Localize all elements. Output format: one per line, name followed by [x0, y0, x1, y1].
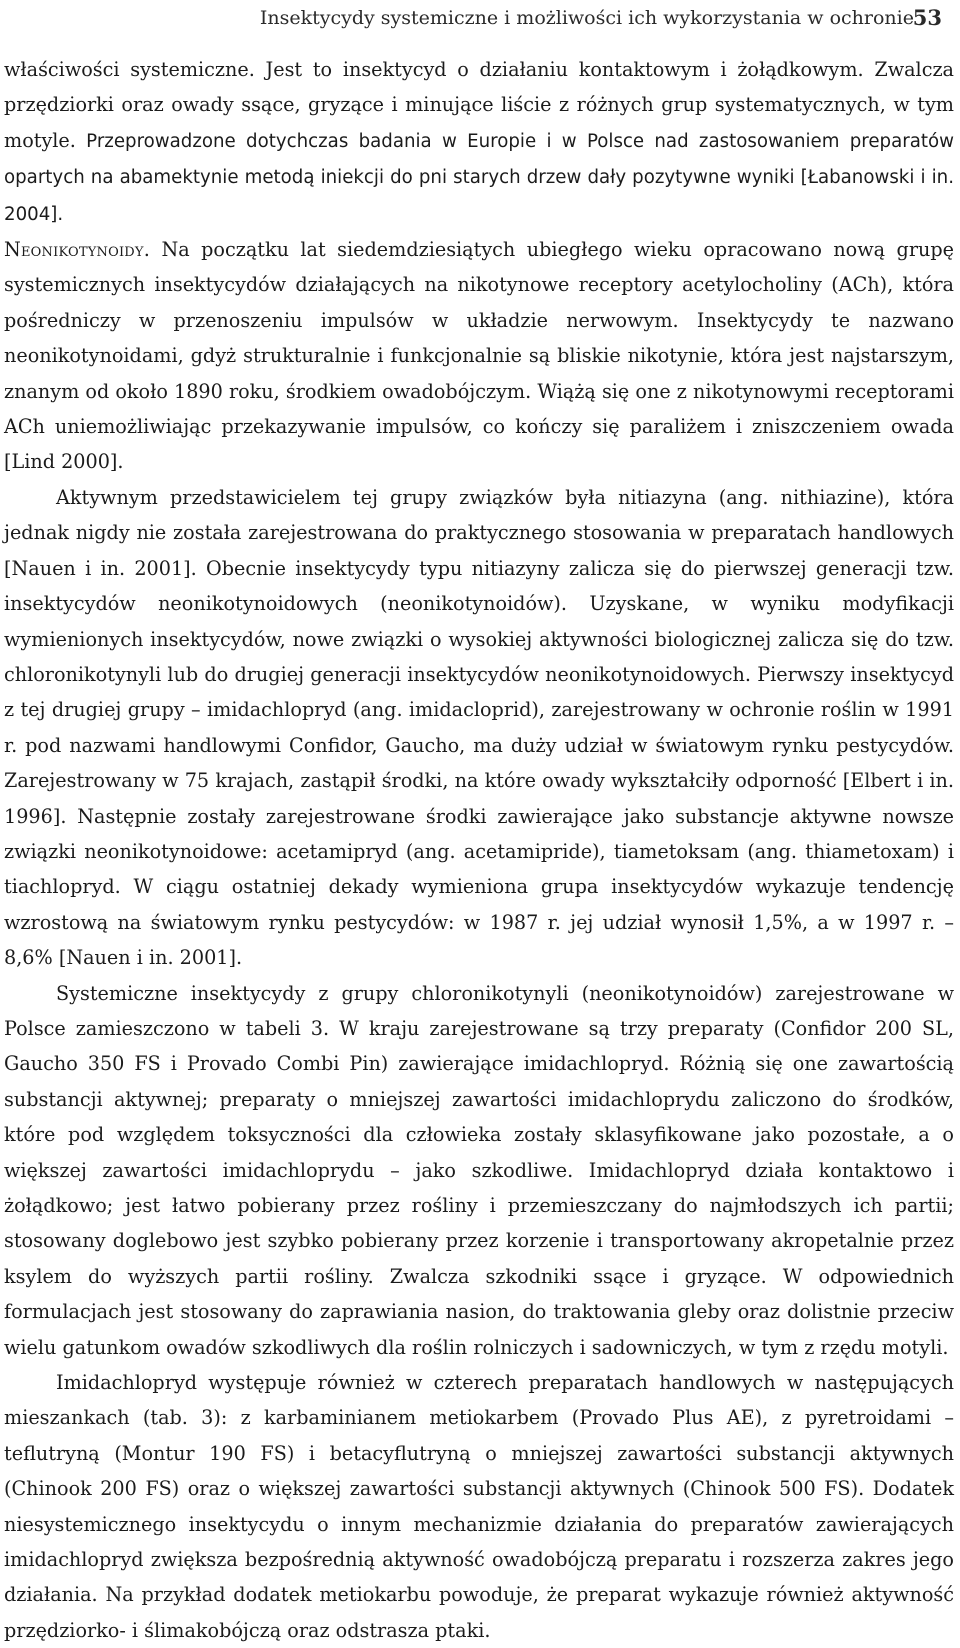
section-heading: Neonikotynoidy. [4, 238, 150, 262]
paragraph-neonicotinoids [4, 232, 954, 480]
paragraph-text: Systemiczne insektycydy z grupy chloronikotynyli (neonikotynoidów) zarejestrowane w Polsce zamieszczono w tabeli 3. W kraju zarejestrowane są trzy preparaty (Confidor 200 SL, Gaucho 350 FS i Provado Combi Pin) zawierające imidachlopryd. Różnią się one zawartością substancji aktywnej; preparaty o mniejszej zawartości imidachloprydu zaliczono do środków, które pod względem toksyczności dla człowieka zostały sklasyfikowane jako pozostałe, a o większej zawartości imidachloprydu – jako szkodliwe. Imidachlopryd działa kontaktowo i żołądkowo; jest łatwo pobierany przez rośliny i przemieszczany do najmłodszych ich partii; stosowany doglebowo jest szybko pobierany przez korzenie i transportowany akropetalnie przez ksylem do wyższych partii rośliny. Zwalcza szkodniki ssące i gryzące. W odpowiednich formulacjach jest stosowany do zaprawiania nasion, do traktowania gleby oraz dolistnie przeciw wielu gatunkom owadów szkodliwych dla roślin rolniczych i sadowniczych, w tym z rzędu motyli. [4, 981, 954, 1359]
paragraph-chloronicotinyls [4, 976, 954, 1365]
paragraph-text: Na początku lat siedemdziesiątych ubiegłego wieku opracowano nową grupę systemicznych insektycydów działających na nikotynowe receptory acetylocholiny (ACh), która pośredniczy w przenoszeniu impulsów w układzie nerwowym. Insektycydy te nazwano neonikotynoidami, gdyż strukturalnie i funkcjonalnie są bliskie nikotynie, która jest najstarszym, znanym od około 1890 roku, środkiem owadobójczym. Wiążą się one z nikotynowymi receptorami ACh uniemożliwiając przekazywanie impulsów, co kończy się paraliżem i zniszczeniem owada [Lind 2000]. [4, 238, 954, 474]
paragraph-text-sans: Przeprowadzone dotychczas badania w Europie i w Polsce nad zastosowaniem preparatów opartych na abamektynie metodą iniekcji do pni starych drzew dały pozytywne wyniki [Łabanowski i in. 2004]. [4, 130, 954, 225]
running-header [4, 0, 954, 36]
running-header-title: Insektycydy systemiczne i możliwości ich wykorzystania w ochronie [259, 7, 914, 29]
paragraph-imidacloprid-mixtures [4, 1365, 954, 1648]
paragraph-text: Imidachlopryd występuje również w czterech preparatach handlowych w następujących mieszankach (tab. 3): z karbaminianem metiokarbem (Provado Plus AE), z pyretroidami – teflutryną (Montur 190 FS) i betacyflutryną o mniejszej zawartości substancji aktywnych (Chinook 200 FS) oraz o większej zawartości substancji aktywnych (Chinook 500 FS). Dodatek niesystemicznego insektycydu o innym mechanizmie działania do preparatów zawierających imidachlopryd zwiększa bezpośrednią aktywność owadobójczą preparatu i rozszerza zakres jego działania. Na przykład dodatek metiokarbu powoduje, że preparat wykazuje również aktywność przędziorko- i ślimakobójczą oraz odstrasza ptaki. [4, 1371, 954, 1642]
paragraph-text: Aktywnym przedstawicielem tej grupy związków była nitiazyna (ang. nithiazine), która jednak nigdy nie została zarejestrowana do praktycznego stosowania w preparatach handlowych [Nauen i in. 2001]. Obecnie insektycydy typu nitiazyny zalicza się do pierwszej generacji tzw. insektycydów neonikotynoidowych (neonikotynoidów). Uzyskane, w wyniku modyfikacji wymienionych insektycydów, nowe związki o wysokiej aktywności biologicznej zalicza się do tzw. chloronikotynyli lub do drugiej generacji insektycydów neonikotynoidowych. Pierwszy insektycyd z tej drugiej grupy – imidachlopryd (ang. imidacloprid), zarejestrowany w ochronie roślin w 1991 r. pod nazwami handlowymi Confidor, Gaucho, ma duży udział w światowym rynku pestycydów. Zarejestrowany w 75 krajach, zastąpił środki, na które owady wykształciły odporność [Elbert i in. 1996]. Następnie zostały zarejestrowane środki zawierające jako substancje aktywne nowsze związki neonikotynoidowe: acetamipryd (ang. acetamipride), tiametoksam (ang. thiametoxam) i tiachlopryd. W ciągu ostatniej dekady wymieniona grupa insektycydów wykazuje tendencję wzrostową na światowym rynku pestycydów: w 1987 r. jej udział wynosił 1,5%, a w 1997 r. – 8,6% [Nauen i in. 2001]. [4, 485, 954, 970]
body-text [4, 52, 954, 1648]
paragraph-text: właściwości systemiczne. Jest to insektycyd o działaniu kontaktowym i żołądkowym. Zwalcza przędziorki oraz owady ssące, gryzące i minujące liście z różnych grup systematycznych, w tym motyle. [4, 58, 954, 152]
paragraph-abamectin [4, 52, 954, 232]
page-number: 53 [912, 5, 942, 30]
paragraph-nithiazine [4, 480, 954, 976]
